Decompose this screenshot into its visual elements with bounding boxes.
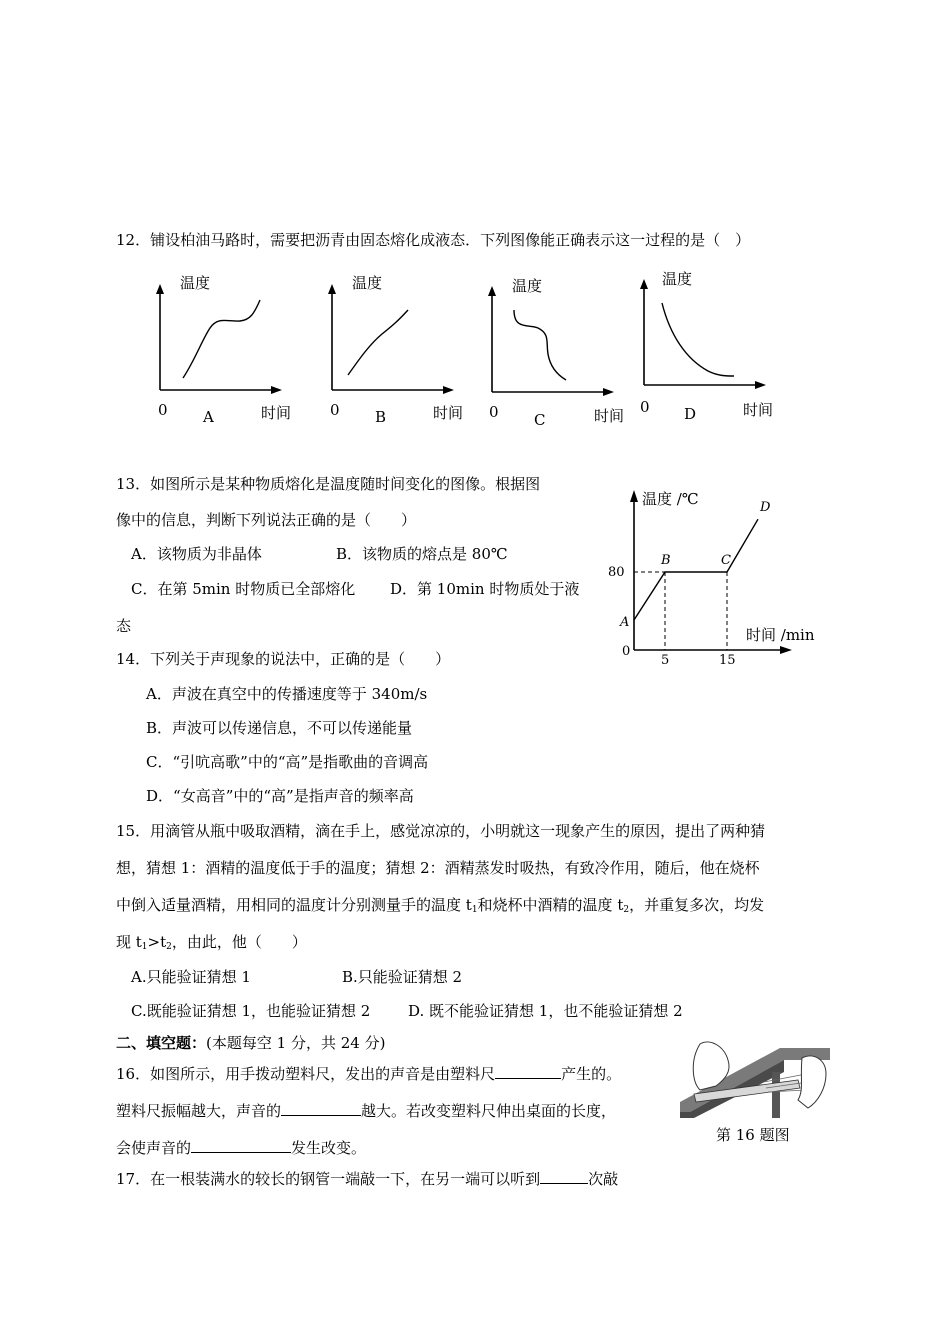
chart-point-d-label: D bbox=[760, 500, 771, 516]
q13-option-b: B．该物质的熔点是 80℃ bbox=[336, 545, 508, 563]
graph-c-curve bbox=[514, 310, 566, 380]
chart-origin: 0 bbox=[622, 644, 631, 659]
graph-b-y-arrow bbox=[328, 284, 336, 294]
q15-option-b: B.只能验证猜想 2 bbox=[342, 968, 463, 986]
q17-part-b: 次敲 bbox=[588, 1170, 619, 1188]
q15-line1: 15．用滴管从瓶中吸取酒精，滴在手上，感觉凉凉的，小明就这一现象产生的原因，提出了两种猜 bbox=[116, 822, 766, 840]
q15-line4 bbox=[116, 931, 307, 952]
q16-line2-b: 越大。若改变塑料尺伸出桌面的长度， bbox=[361, 1102, 617, 1120]
q16-line3-a: 会使声音的 bbox=[116, 1139, 192, 1157]
q15-line3-part1: 中倒入适量酒精，用相同的温度计分别测量手的温度 t bbox=[116, 896, 472, 914]
q15-line3 bbox=[116, 894, 764, 915]
q15-line3-part3: ，并重复多次，均发 bbox=[629, 896, 765, 914]
q15-line4-part3: ，由此，他（ ） bbox=[171, 933, 307, 951]
graph-b-x-arrow bbox=[443, 386, 454, 394]
q15-sub1: 1 bbox=[471, 905, 478, 915]
graph-d-x-arrow bbox=[755, 381, 766, 389]
q14-option-d: D．“女高音”中的“高”是指声音的频率高 bbox=[146, 787, 414, 805]
graph-a-x-arrow bbox=[271, 386, 282, 394]
q16-caption: 第 16 题图 bbox=[716, 1126, 790, 1144]
chart-x-arrow bbox=[780, 646, 792, 654]
graph-d-xlabel: 时间 bbox=[743, 401, 774, 419]
graph-b-origin: 0 bbox=[330, 401, 340, 419]
graph-b-ylabel: 温度 bbox=[352, 274, 383, 292]
q15-line3-part2: 和烧杯中酒精的温度 t bbox=[477, 896, 624, 914]
q13-option-c: C．在第 5min 时物质已全部熔化 bbox=[131, 580, 356, 598]
graph-a-origin: 0 bbox=[158, 401, 168, 419]
graph-a-xlabel: 时间 bbox=[261, 404, 292, 422]
graph-c-x-arrow bbox=[603, 388, 614, 396]
q15-line4-sub1: 1 bbox=[141, 942, 148, 952]
q16-line1-a: 16．如图所示，用手拨动塑料尺，发出的声音是由塑料尺 bbox=[116, 1065, 496, 1083]
section2-title: 二、填空题： bbox=[116, 1034, 207, 1052]
graph-a-ylabel: 温度 bbox=[180, 274, 211, 292]
q15-line2: 想，猜想 1：酒精的温度低于手的温度；猜想 2：酒精蒸发时吸热，有致冷作用，随后，他在烧杯 bbox=[116, 859, 760, 877]
q16-line1-b: 产生的。 bbox=[561, 1065, 622, 1083]
chart-y-arrow bbox=[630, 490, 638, 502]
graph-c-y-arrow bbox=[488, 286, 496, 296]
q13-stem-line2: 像中的信息，判断下列说法正确的是（ ） bbox=[116, 511, 417, 529]
graph-c-ylabel: 温度 bbox=[512, 277, 543, 295]
q16-line1 bbox=[116, 1063, 621, 1084]
graph-d-ylabel: 温度 bbox=[662, 270, 693, 288]
chart-xlabel: 时间 /min bbox=[746, 626, 815, 644]
q15-line4-part2: >t bbox=[147, 933, 167, 951]
chart-y-tick-80: 80 bbox=[608, 565, 625, 580]
q16-blank-3[interactable] bbox=[191, 1138, 291, 1153]
chart-x-tick-15: 15 bbox=[719, 653, 736, 668]
q16-blank-2[interactable] bbox=[281, 1101, 361, 1116]
graph-d-curve bbox=[662, 303, 734, 376]
graph-c-origin: 0 bbox=[489, 403, 499, 421]
q15-option-c: C.既能验证猜想 1，也能验证猜想 2 bbox=[131, 1002, 371, 1020]
q16-line2-a: 塑料尺振幅越大，声音的 bbox=[116, 1102, 282, 1120]
q16-blank-1[interactable] bbox=[495, 1064, 561, 1079]
q14-option-b: B．声波可以传递信息，不可以传递能量 bbox=[146, 719, 413, 737]
q16-line3-b: 发生改变。 bbox=[291, 1139, 367, 1157]
graph-a-y-arrow bbox=[156, 284, 164, 294]
graph-d-y-arrow bbox=[640, 279, 648, 289]
chart-point-a-label: A bbox=[620, 615, 630, 630]
graph-a-curve bbox=[183, 300, 260, 378]
section2-heading bbox=[116, 1032, 385, 1053]
melting-chart bbox=[600, 480, 820, 680]
q13-option-d-cont: 态 bbox=[116, 617, 132, 635]
chart-x-tick-5: 5 bbox=[661, 653, 670, 668]
q15-sub2: 2 bbox=[623, 905, 630, 915]
q12-stem: 12．铺设柏油马路时，需要把沥青由固态熔化成液态．下列图像能正确表示这一过程的是（ ） bbox=[116, 231, 751, 249]
graph-b-xlabel: 时间 bbox=[433, 404, 464, 422]
q14-option-a: A．声波在真空中的传播速度等于 340m/s bbox=[146, 685, 428, 703]
q13-stem-line1: 13．如图所示是某种物质熔化是温度随时间变化的图像。根据图 bbox=[116, 475, 541, 493]
q15-line4-part1: 现 t bbox=[116, 933, 142, 951]
q17-part-a: 17．在一根装满水的较长的钢管一端敲一下，在另一端可以听到 bbox=[116, 1170, 541, 1188]
chart-point-b-label: B bbox=[661, 553, 671, 568]
q16-line3 bbox=[116, 1137, 366, 1158]
q15-option-a: A.只能验证猜想 1 bbox=[131, 968, 251, 986]
graph-b-curve bbox=[348, 310, 408, 375]
q15-option-d: D. 既不能验证猜想 1，也不能验证猜想 2 bbox=[408, 1002, 683, 1020]
q17-line1 bbox=[116, 1168, 618, 1189]
chart-series-line bbox=[634, 519, 758, 620]
graph-b-letter: B bbox=[375, 408, 387, 426]
q16-line2 bbox=[116, 1100, 616, 1121]
graph-d-origin: 0 bbox=[640, 398, 650, 416]
q17-blank-1[interactable] bbox=[540, 1169, 588, 1184]
q14-option-c: C．“引吭高歌”中的“高”是指歌曲的音调高 bbox=[146, 753, 429, 771]
q16-ruler-illustration bbox=[680, 1030, 830, 1118]
q15-line4-sub2: 2 bbox=[166, 942, 172, 952]
graph-a-letter: A bbox=[203, 408, 214, 426]
q14-stem: 14．下列关于声现象的说法中，正确的是（ ） bbox=[116, 650, 451, 668]
chart-ylabel: 温度 /℃ bbox=[642, 490, 699, 508]
q13-option-d: D．第 10min 时物质处于液 bbox=[390, 580, 580, 598]
graph-c-xlabel: 时间 bbox=[594, 407, 625, 425]
section2-note: (本题每空 1 分，共 24 分) bbox=[206, 1034, 386, 1052]
graph-c-letter: C bbox=[534, 411, 546, 429]
graph-d-letter: D bbox=[684, 405, 697, 423]
q13-option-a: A．该物质为非晶体 bbox=[131, 545, 262, 563]
chart-point-c-label: C bbox=[721, 553, 731, 568]
